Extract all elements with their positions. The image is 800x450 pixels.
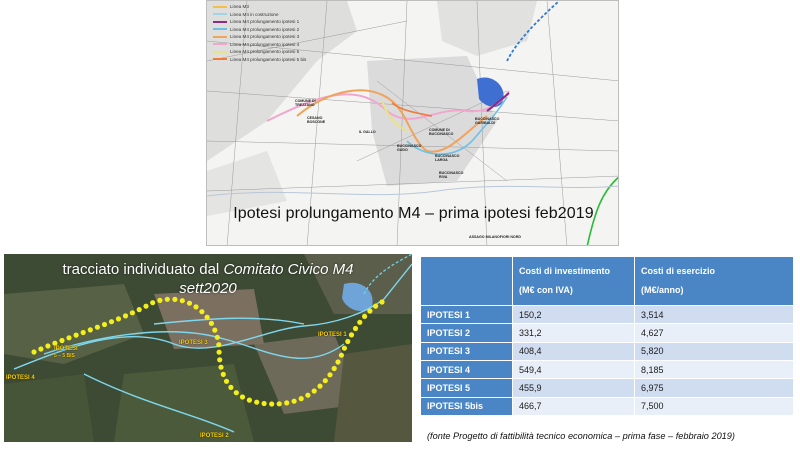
cell-esercizio: 3,514 bbox=[635, 306, 794, 324]
route-dot bbox=[312, 388, 317, 393]
route-dot bbox=[345, 339, 350, 344]
legend-swatch bbox=[213, 6, 227, 8]
label-ipotesi-2: IPOTESI 2 bbox=[200, 433, 229, 439]
table-row bbox=[421, 360, 794, 378]
route-dot bbox=[216, 342, 221, 347]
route-dot bbox=[240, 394, 245, 399]
legend-label: Linea M4 in costruzione bbox=[230, 11, 279, 17]
cell-esercizio: 7,500 bbox=[635, 397, 794, 415]
label-ipotesi-1: IPOTESI 1 bbox=[318, 332, 347, 338]
satellite-title bbox=[4, 260, 412, 298]
route-dot bbox=[362, 314, 367, 319]
route-dot bbox=[277, 401, 282, 406]
route-dot bbox=[262, 401, 267, 406]
satellite-title-date: sett2020 bbox=[179, 280, 237, 297]
table-row bbox=[421, 379, 794, 397]
legend-item bbox=[213, 26, 323, 34]
route-dot bbox=[228, 385, 233, 390]
route-dot bbox=[367, 308, 372, 313]
route-dot bbox=[342, 346, 347, 351]
top-map-caption: Ipotesi prolungamento M4 – prima ipotesi feb2019 bbox=[233, 205, 594, 222]
row-label: IPOTESI 5 bbox=[421, 379, 513, 397]
place-label-buccinasco-larga: BUCCINASCO LARGA bbox=[435, 154, 460, 162]
cell-esercizio: 8,185 bbox=[635, 360, 794, 378]
header-esercizio bbox=[635, 257, 794, 306]
route-dot bbox=[205, 315, 210, 320]
route-dot bbox=[150, 300, 155, 305]
place-label-buccinasco-garibaldi: BUCCINASCO GARIBALDI bbox=[475, 117, 500, 125]
cell-esercizio: 5,820 bbox=[635, 342, 794, 360]
route-dot bbox=[45, 343, 50, 348]
route-dot bbox=[332, 366, 337, 371]
route-dot bbox=[317, 384, 322, 389]
table-row bbox=[421, 324, 794, 342]
route-dot bbox=[209, 321, 214, 326]
top-planning-map bbox=[206, 0, 619, 246]
route-dot bbox=[349, 332, 354, 337]
route-dot bbox=[234, 390, 239, 395]
route-dot bbox=[95, 325, 100, 330]
legend-swatch bbox=[213, 36, 227, 38]
route-dot bbox=[284, 400, 289, 405]
legend-swatch bbox=[213, 13, 227, 15]
legend-item bbox=[213, 41, 323, 49]
route-dot bbox=[193, 304, 198, 309]
legend-label: Linea M4 prolungamento ipotesi 2 bbox=[230, 26, 300, 32]
legend-label: Linea M4 prolungamento ipotesi 1 bbox=[230, 19, 300, 24]
place-label-il-gallo: IL GALLO bbox=[359, 130, 376, 134]
route-dot bbox=[247, 398, 252, 403]
label-ipotesi-3: IPOTESI 3 bbox=[179, 340, 208, 346]
route-dot bbox=[353, 326, 358, 331]
table-corner-cell bbox=[421, 257, 513, 306]
table-row bbox=[421, 397, 794, 415]
row-label: IPOTESI 3 bbox=[421, 342, 513, 360]
route-dot bbox=[199, 309, 204, 314]
label-ipotesi-5-title: IPOTESI bbox=[54, 346, 78, 352]
legend-label: Linea M4 prolungamento ipotesi 4 bbox=[230, 41, 300, 47]
row-label: IPOTESI 2 bbox=[421, 324, 513, 342]
legend-label: Linea M3 bbox=[230, 4, 249, 9]
legend-swatch bbox=[213, 43, 227, 45]
place-label-trezzano: COMUNE DI TREZZANO bbox=[295, 99, 316, 107]
route-dot bbox=[299, 396, 304, 401]
route-dot bbox=[217, 357, 222, 362]
legend-item bbox=[213, 3, 323, 11]
table-row bbox=[421, 306, 794, 324]
cell-investimento: 466,7 bbox=[513, 397, 635, 415]
cell-investimento: 408,4 bbox=[513, 342, 635, 360]
satellite-title-emphasis: Comitato Civico M4 bbox=[223, 261, 354, 278]
route-dot bbox=[218, 365, 223, 370]
cell-investimento: 331,2 bbox=[513, 324, 635, 342]
legend-swatch bbox=[213, 21, 227, 23]
legend-item bbox=[213, 48, 323, 56]
route-dot bbox=[180, 298, 185, 303]
route-dot bbox=[66, 335, 71, 340]
route-dot bbox=[254, 400, 259, 405]
legend-item bbox=[213, 56, 323, 64]
route-dot bbox=[379, 299, 384, 304]
header-esercizio-title: Costi di esercizio bbox=[641, 266, 716, 276]
row-label: IPOTESI 1 bbox=[421, 306, 513, 324]
route-dot bbox=[215, 335, 220, 340]
satellite-title-prefix: tracciato individuato dal bbox=[62, 261, 224, 278]
route-dot bbox=[357, 320, 362, 325]
legend-item bbox=[213, 33, 323, 41]
route-dot bbox=[327, 372, 332, 377]
route-dot bbox=[143, 304, 148, 309]
route-dot bbox=[221, 372, 226, 377]
route-dot bbox=[217, 350, 222, 355]
legend-swatch bbox=[213, 51, 227, 53]
route-dot bbox=[123, 313, 128, 318]
route-dot bbox=[292, 399, 297, 404]
legend-label: Linea M4 prolungamento ipotesi 5 bis bbox=[230, 56, 307, 62]
satellite-map bbox=[4, 254, 412, 442]
legend-swatch bbox=[213, 28, 227, 30]
table-row bbox=[421, 342, 794, 360]
route-dot bbox=[38, 346, 43, 351]
cell-investimento: 549,4 bbox=[513, 360, 635, 378]
cell-esercizio: 4,627 bbox=[635, 324, 794, 342]
place-label-buccinasco: COMUNE DI BUCCINASCO bbox=[429, 128, 454, 136]
header-investimento-unit: (M€ con IVA) bbox=[519, 285, 573, 295]
route-dot bbox=[74, 333, 79, 338]
route-dot bbox=[130, 310, 135, 315]
legend-label: Linea M4 prolungamento ipotesi 5 bbox=[230, 49, 300, 54]
place-label-buccinasco-riva: BUCCINASCO RIVA bbox=[439, 171, 464, 179]
header-esercizio-unit: (M€/anno) bbox=[641, 285, 684, 295]
route-dot bbox=[305, 393, 310, 398]
row-label: IPOTESI 4 bbox=[421, 360, 513, 378]
row-label: IPOTESI 5bis bbox=[421, 397, 513, 415]
place-label-cesano: CESANO BOSCONE bbox=[307, 116, 326, 124]
header-investimento-title: Costi di investimento bbox=[519, 266, 611, 276]
route-dot bbox=[137, 307, 142, 312]
cost-table-body bbox=[421, 306, 794, 416]
legend-item bbox=[213, 18, 323, 26]
map-legend bbox=[213, 3, 323, 63]
cell-investimento: 150,2 bbox=[513, 306, 635, 324]
cost-table-header bbox=[421, 257, 794, 306]
route-dot bbox=[323, 378, 328, 383]
place-label-assago: ASSAGO MILANOFIORI NORD bbox=[469, 235, 521, 239]
legend-item bbox=[213, 11, 323, 19]
cell-investimento: 455,9 bbox=[513, 379, 635, 397]
route-dot bbox=[335, 359, 340, 364]
legend-swatch bbox=[213, 58, 227, 60]
route-dot bbox=[157, 298, 162, 303]
route-dot bbox=[339, 353, 344, 358]
cell-esercizio: 6,975 bbox=[635, 379, 794, 397]
route-dot bbox=[81, 330, 86, 335]
route-dot bbox=[116, 316, 121, 321]
route-dot bbox=[109, 319, 114, 324]
route-dot bbox=[102, 322, 107, 327]
route-dot bbox=[88, 327, 93, 332]
legend-label: Linea M4 prolungamento ipotesi 3 bbox=[230, 34, 300, 39]
label-ipotesi-5 bbox=[54, 346, 78, 359]
route-dot bbox=[269, 401, 274, 406]
place-label-buccinasco-gudo: BUCCINASCO GUDO bbox=[397, 144, 422, 152]
label-ipotesi-4: IPOTESI 4 bbox=[6, 375, 35, 381]
label-ipotesi-5-sub: 5 – 5 BIS bbox=[54, 353, 75, 359]
route-dot bbox=[187, 301, 192, 306]
header-investimento bbox=[513, 257, 635, 306]
route-dot bbox=[224, 379, 229, 384]
route-dot bbox=[373, 304, 378, 309]
route-dot bbox=[59, 338, 64, 343]
route-dot bbox=[31, 349, 36, 354]
cost-table bbox=[420, 256, 794, 416]
route-dot bbox=[212, 328, 217, 333]
source-note: (fonte Progetto di fattibilità tecnico economica – prima fase – febbraio 2019) bbox=[427, 431, 735, 441]
